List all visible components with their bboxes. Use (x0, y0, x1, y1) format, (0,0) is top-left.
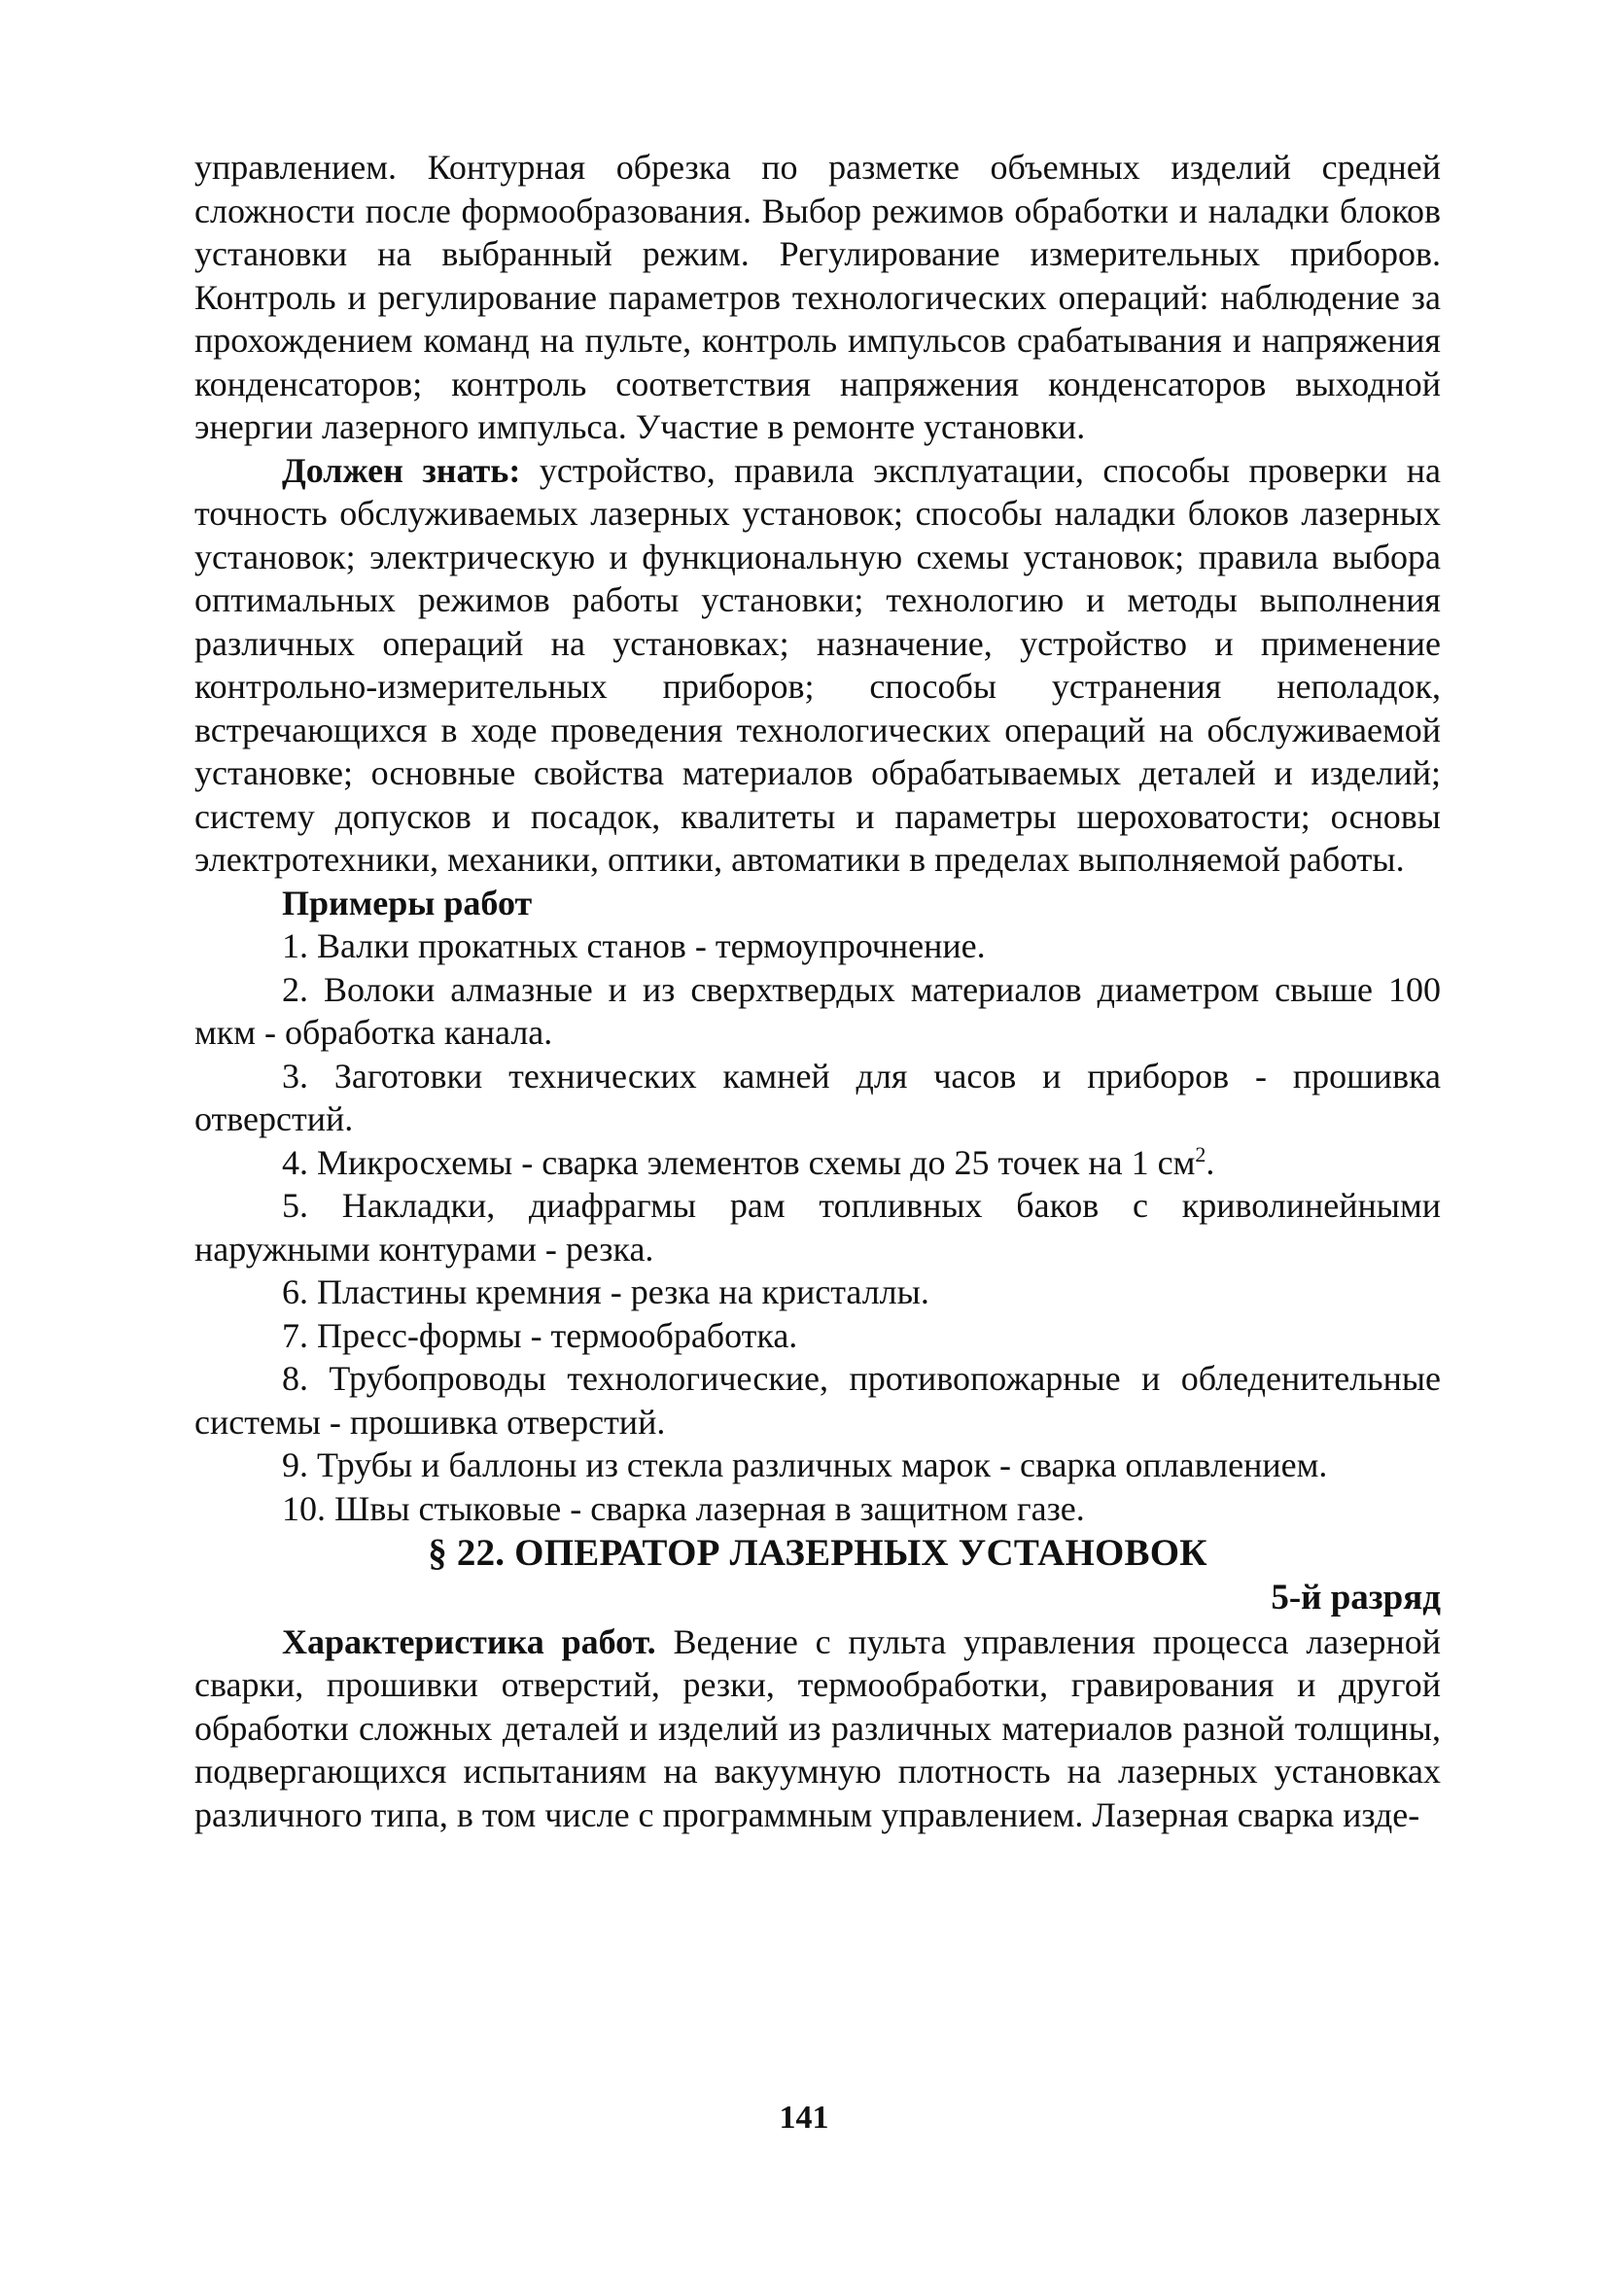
example-item-9: 9. Трубы и баллоны из стекла различных марок - сварка оплавлением. (282, 1445, 1328, 1484)
continuation-paragraph: управлением. Контурная обрезка по разметке объемных изделий средней сложности после формообразования. Выбор режимов обработки и наладки блоков установки на выбранный режим. Регулирование измерительных приборов. Контроль и регулирование параметров технологических операций: наблюдение за прохождением команд на пульте, контроль импульсов срабатывания и напряжения конденсаторов; контроль соответствия напряжения конденсаторов выходной энергии лазерного импульса. Участие в ремонте установки. (194, 148, 1441, 446)
example-item-4-end: . (1206, 1142, 1215, 1182)
example-item-7: 7. Пресс-формы - термообработка. (282, 1315, 798, 1355)
example-item-6: 6. Пластины кремния - резка на кристаллы. (282, 1272, 929, 1311)
example-item-4-text: 4. Микросхемы - сварка элементов схемы до 25 точек на 1 см (282, 1142, 1196, 1182)
characteristics-label: Характеристика работ. (282, 1621, 656, 1661)
example-item-2: 2. Волоки алмазные и из сверхтвердых материалов диаметром свыше 100 мкм - обработка канала. (194, 969, 1441, 1052)
example-item-4 (194, 1141, 1441, 1185)
example-item-4-superscript: 2 (1195, 1141, 1206, 1166)
example-item-1: 1. Валки прокатных станов - термоупрочнение. (282, 926, 986, 965)
example-item-8: 8. Трубопроводы технологические, противопожарные и обледенительные системы - прошивка отверстий. (194, 1359, 1441, 1442)
document-page (194, 146, 1441, 1836)
knowledge-paragraph (194, 449, 1441, 882)
characteristics-paragraph (194, 1620, 1441, 1837)
knowledge-label: Должен знать: (282, 450, 521, 490)
example-item-5: 5. Накладки, диафрагмы рам топливных баков с криволинейными наружными контурами - резка. (194, 1186, 1441, 1269)
knowledge-text: устройство, правила эксплуатации, способы проверки на точность обслуживаемых лазерных установок; способы наладки блоков лазерных установок; электрическую и функциональную схемы установок; правила выбора оптимальных режимов работы установки; технологию и методы выполнения различных операций на установках; назначение, устройство и применение контрольно-измерительных приборов; способы устранения неполадок, встречающихся в ходе проведения технологических операций на обслуживаемой установке; основные свойства материалов обрабатываемых деталей и изделий; систему допусков и посадок, квалитеты и параметры шероховатости; основы электротехники, механики, оптики, автоматики в пределах выполняемой работы. (194, 450, 1442, 879)
examples-heading: Примеры работ (282, 883, 533, 922)
section-title: § 22. ОПЕРАТОР ЛАЗЕРНЫХ УСТАНОВОК (428, 1532, 1207, 1574)
grade-label: 5-й разряд (1271, 1578, 1441, 1618)
page-number: 141 (779, 2100, 829, 2136)
characteristics-text: Ведение с пульта управления процесса лазерной сварки, прошивки отверстий, резки, термообработки, гравирования и другой обработки сложных деталей и изделий из различных материалов разной толщины, подвергающихся испытаниям на вакуумную плотность на лазерных установках различного типа, в том числе с программным управлением. Лазерная сварка изде- (194, 1621, 1442, 1834)
example-item-10: 10. Швы стыковые - сварка лазерная в защитном газе. (282, 1488, 1085, 1528)
example-item-3: 3. Заготовки технических камней для часов и приборов - прошивка отверстий. (194, 1056, 1441, 1138)
